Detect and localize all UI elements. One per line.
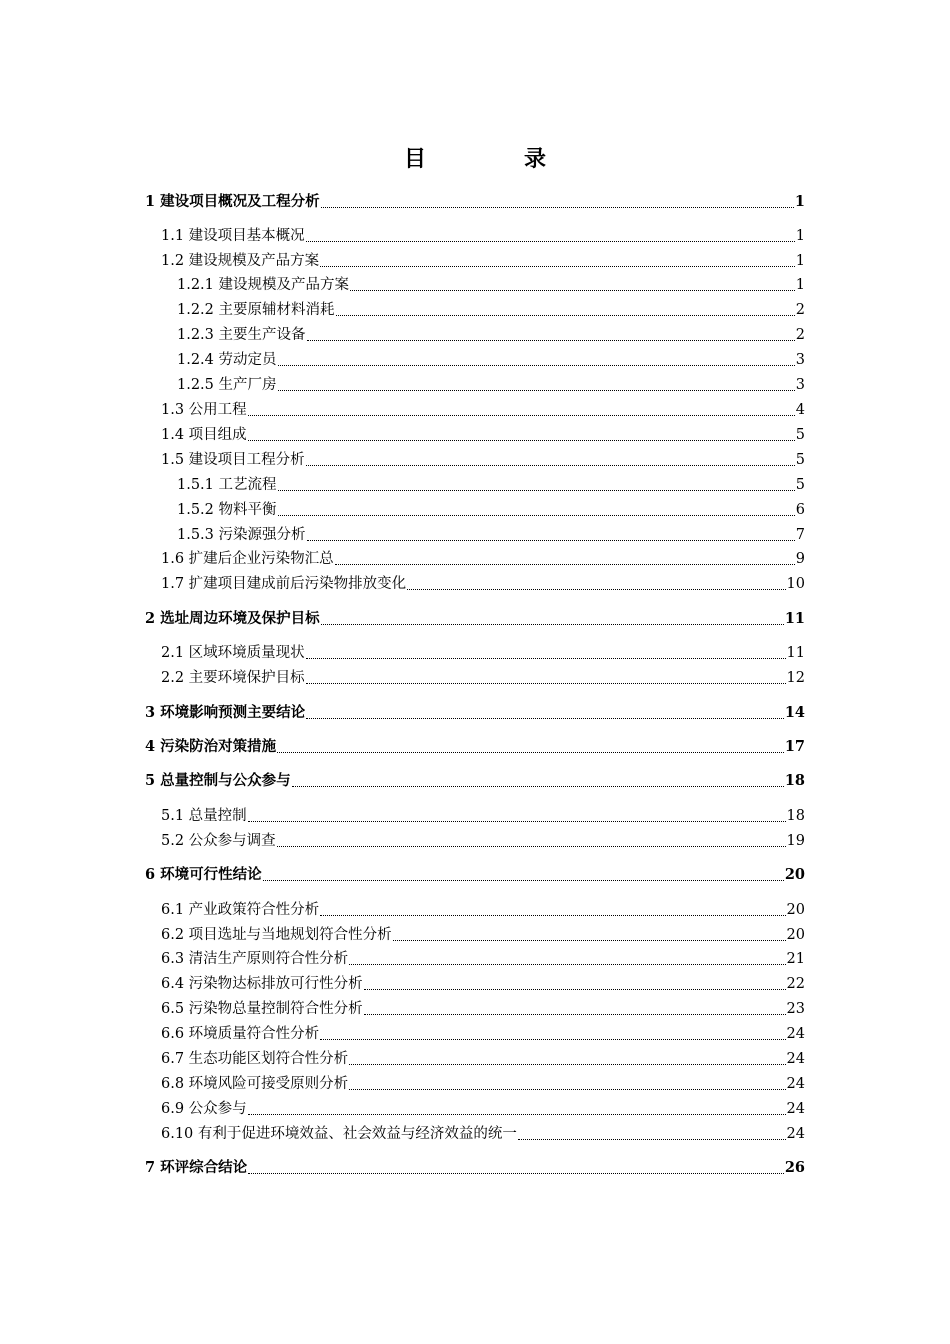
toc-entry[interactable] [145,608,805,630]
toc-entry-label: 4 污染防治对策措施 [145,738,277,755]
toc-entry-page: 4 [795,402,805,418]
toc-entry-label: 1.7 扩建项目建成前后污染物排放变化 [161,576,407,592]
dot-leader [248,399,795,421]
toc-entry-label: 3 环境影响预测主要结论 [145,704,306,721]
toc-entry[interactable] [161,998,805,1020]
toc-entry[interactable] [161,805,805,827]
toc-entry-page: 1 [795,277,805,293]
toc-entry[interactable] [161,948,805,970]
toc-entry[interactable] [161,548,805,570]
toc-entry-label: 6.6 环境质量符合性分析 [161,1026,320,1042]
toc-entry-label: 1.6 扩建后企业污染物汇总 [161,551,334,567]
dot-leader [518,1123,786,1145]
dot-leader [306,225,795,247]
dot-leader [248,424,795,446]
toc-entry-page: 5 [795,477,805,493]
toc-entry-page: 24 [786,1051,805,1067]
toc-entry[interactable] [177,474,805,496]
toc-entry[interactable] [177,374,805,396]
toc-entry-label: 2 选址周边环境及保护目标 [145,610,320,627]
toc-entry[interactable] [161,1023,805,1045]
dot-leader [320,250,795,272]
toc-entry-label: 1.5.3 污染源强分析 [177,527,306,543]
toc-entry-page: 11 [786,645,805,661]
toc-entry-page: 21 [786,951,805,967]
toc-entry-label: 1.2.5 生产厂房 [177,377,277,393]
toc-entry-page: 9 [795,551,805,567]
dot-leader [278,499,795,521]
dot-leader [364,998,786,1020]
toc-entry[interactable] [161,973,805,995]
dot-leader [248,805,786,827]
toc-entry-page: 26 [784,1159,805,1176]
toc-entry-page: 24 [786,1026,805,1042]
toc-entry-label: 5 总量控制与公众参与 [145,772,291,789]
dot-leader [349,948,785,970]
toc-entry[interactable] [145,191,805,213]
toc-entry-page: 20 [784,866,805,883]
toc-entry-page: 24 [786,1076,805,1092]
toc-entry[interactable] [161,250,805,272]
toc-entry-label: 5.1 总量控制 [161,808,247,824]
toc-entry-page: 11 [784,610,805,627]
toc-entry-page: 1 [795,253,805,269]
toc-entry-page: 18 [784,772,805,789]
dot-leader [292,770,784,792]
dot-leader [263,864,784,886]
dot-leader [335,548,795,570]
dot-leader [349,1048,785,1070]
toc-entry-page: 19 [786,833,805,849]
toc-entry[interactable] [177,349,805,371]
dot-leader [277,830,786,852]
toc-entry-label: 1.3 公用工程 [161,402,247,418]
toc-entry-label: 6.4 污染物达标排放可行性分析 [161,976,363,992]
toc-entry[interactable] [161,830,805,852]
toc-entry[interactable] [177,274,805,296]
toc-entry[interactable] [177,524,805,546]
toc-entry[interactable] [161,924,805,946]
toc-entry-page: 18 [786,808,805,824]
toc-entry[interactable] [161,1098,805,1120]
toc-entry-page: 10 [786,576,805,592]
dot-leader [306,449,795,471]
toc-entry-label: 5.2 公众参与调查 [161,833,276,849]
page-title: 目 录 [403,147,584,172]
toc-entry-page: 1 [794,193,805,210]
toc-entry[interactable] [145,702,805,724]
dot-leader [307,324,795,346]
toc-entry-page: 17 [784,738,805,755]
toc-entry[interactable] [161,449,805,471]
toc-entry-label: 1.2.1 建设规模及产品方案 [177,277,350,293]
toc-entry-page: 7 [795,527,805,543]
toc-entry[interactable] [145,1157,805,1179]
dot-leader [306,642,786,664]
toc-entry-label: 7 环评综合结论 [145,1159,248,1176]
toc-entry-label: 6.7 生态功能区划符合性分析 [161,1051,349,1067]
toc-entry-label: 1.2.2 主要原辅材料消耗 [177,302,335,318]
toc-entry[interactable] [145,770,805,792]
toc-entry-label: 6.3 清洁生产原则符合性分析 [161,951,349,967]
toc-entry-label: 1.5.1 工艺流程 [177,477,277,493]
toc-entry-label: 1.2.3 主要生产设备 [177,327,306,343]
dot-leader [306,702,784,724]
toc-entry-label: 1.5.2 物料平衡 [177,502,277,518]
toc-entry-page: 24 [786,1101,805,1117]
dot-leader [248,1098,786,1120]
toc-entry-page: 1 [795,228,805,244]
toc-entry-page: 2 [795,327,805,343]
toc-entry-page: 3 [795,352,805,368]
toc-entry-label: 1.1 建设项目基本概况 [161,228,305,244]
toc-entry-page: 24 [786,1126,805,1142]
dot-leader [278,349,795,371]
toc-entry-label: 1.2.4 劳动定员 [177,352,277,368]
dot-leader [321,608,784,630]
toc-entry[interactable] [161,1073,805,1095]
toc-entry-label: 1.5 建设项目工程分析 [161,452,305,468]
toc-entry-label: 6.9 公众参与 [161,1101,247,1117]
toc-entry[interactable] [177,499,805,521]
toc-entry-page: 5 [795,452,805,468]
toc-entry-page: 12 [786,670,805,686]
toc-entry-page: 2 [795,302,805,318]
toc-entry-page: 20 [786,927,805,943]
toc-entry[interactable] [161,1048,805,1070]
toc-entry-label: 6.8 环境风险可接受原则分析 [161,1076,349,1092]
dot-leader [278,374,795,396]
dot-leader [350,274,795,296]
dot-leader [320,899,785,921]
toc-entry[interactable] [161,1123,805,1145]
toc-entry-page: 23 [786,1001,805,1017]
dot-leader [336,299,795,321]
toc-entry[interactable] [177,324,805,346]
toc-entry[interactable] [177,299,805,321]
toc-entry-label: 6 环境可行性结论 [145,866,262,883]
dot-leader [321,191,794,213]
toc-entry-label: 6.5 污染物总量控制符合性分析 [161,1001,363,1017]
dot-leader [306,667,786,689]
dot-leader [349,1073,785,1095]
dot-leader [407,573,785,595]
toc-entry-label: 6.1 产业政策符合性分析 [161,902,320,918]
toc-entry[interactable] [161,642,805,664]
toc-entry[interactable] [145,736,805,758]
dot-leader [278,474,795,496]
toc-entry-page: 5 [795,427,805,443]
toc-entry-label: 2.2 主要环境保护目标 [161,670,305,686]
toc-entry-page: 20 [786,902,805,918]
toc-entry-label: 6.2 项目选址与当地规划符合性分析 [161,927,392,943]
toc-entry[interactable] [161,667,805,689]
toc-entry[interactable] [161,573,805,595]
toc-entry-label: 1 建设项目概况及工程分析 [145,193,320,210]
dot-leader [277,736,784,758]
dot-leader [364,973,786,995]
toc-entry-page: 22 [786,976,805,992]
toc-entry-label: 1.2 建设规模及产品方案 [161,253,320,269]
toc-entry[interactable] [145,864,805,886]
toc-entry[interactable] [161,424,805,446]
toc-entry-label: 2.1 区域环境质量现状 [161,645,305,661]
toc-entry-page: 14 [784,704,805,721]
toc-entry-label: 1.4 项目组成 [161,427,247,443]
dot-leader [248,1157,784,1179]
toc-entry[interactable] [161,225,805,247]
toc-entry-label: 6.10 有利于促进环境效益、社会效益与经济效益的统一 [161,1126,517,1142]
dot-leader [393,924,786,946]
dot-leader [307,524,795,546]
toc-entry[interactable] [161,399,805,421]
toc-entry-page: 3 [795,377,805,393]
toc-entry[interactable] [161,899,805,921]
dot-leader [320,1023,785,1045]
toc-entry-page: 6 [795,502,805,518]
